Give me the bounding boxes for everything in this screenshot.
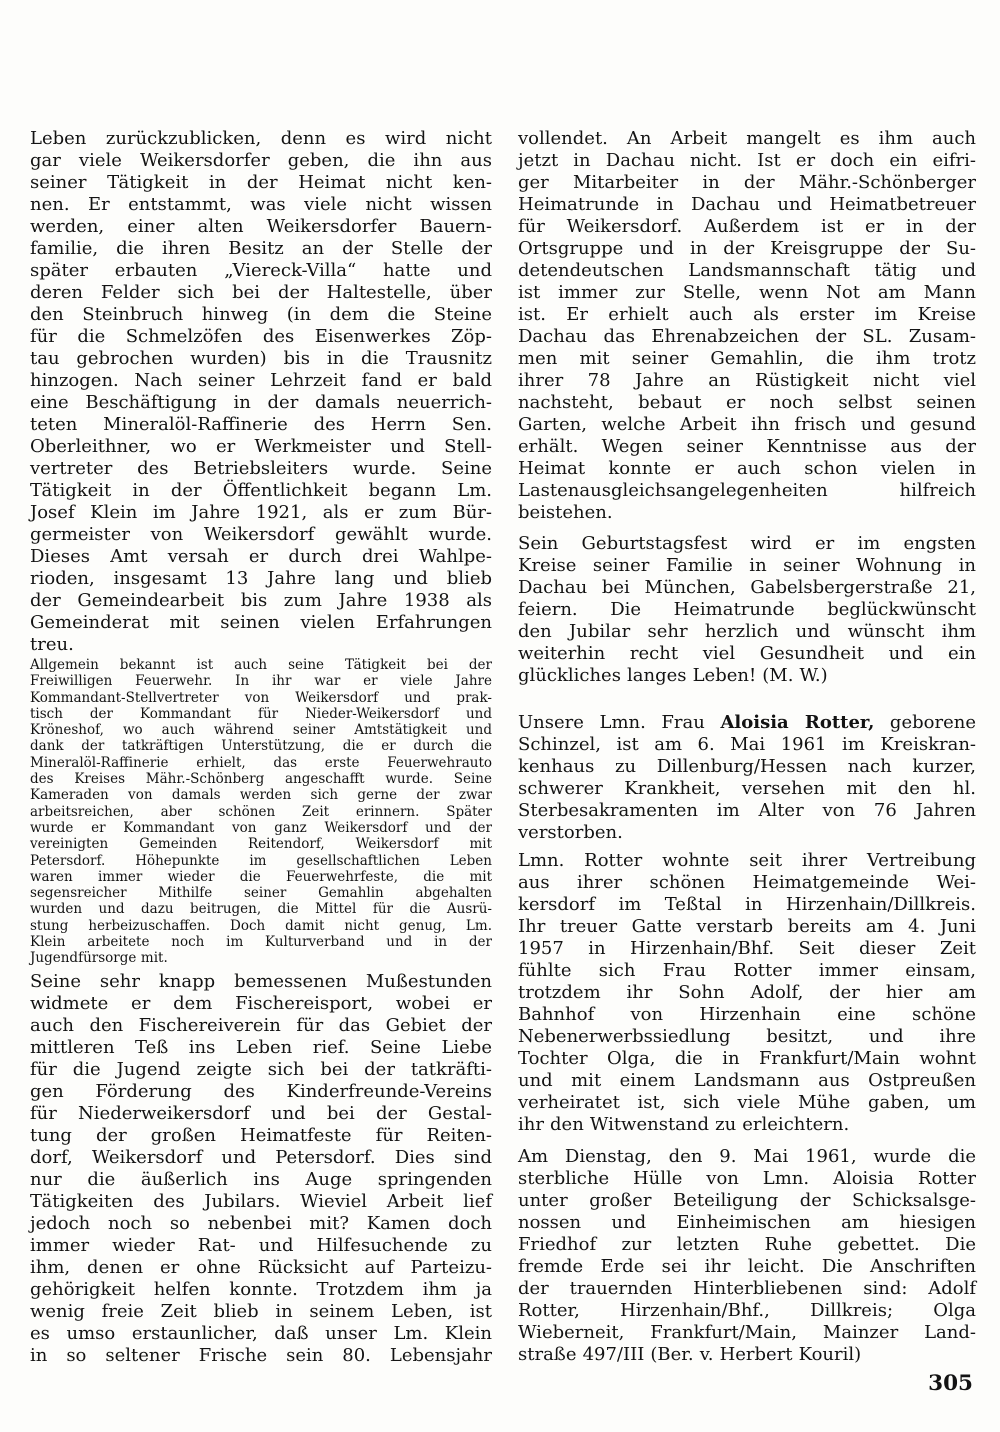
text-line: schwerer Krankheit, versehen mit den hl. [518, 778, 976, 799]
text-line: detendeutschen Landsmannschaft tätig und [518, 260, 976, 281]
text-line: Seine sehr knapp bemessenen Mußestunden [30, 970, 492, 992]
text-line: für Niederweikersdorf und bei der Gestal- [30, 1102, 492, 1124]
text-line: erhält. Wegen seiner Kenntnisse aus der [518, 436, 976, 457]
text-line: Kommandant-Stellvertreter von Weikersdorf und prak- [30, 689, 492, 706]
text-line: Sterbesakramenten im Alter von 76 Jahren [518, 800, 976, 821]
text-line: ist immer zur Stelle, wenn Not am Mann [518, 282, 976, 303]
text-line: für die Schmelzöfen des Eisenwerkes Zöp- [30, 326, 492, 347]
text-line: 1957 in Hirzenhain/Bhf. Seit dieser Zeit [518, 938, 976, 959]
text-line: unter großer Beteiligung der Schicksalsge- [518, 1190, 976, 1211]
text-line: für Weikersdorf. Außerdem ist er in der [518, 216, 976, 237]
text-line: ger Mitarbeiter in der Mähr.-Schönberger [518, 172, 976, 193]
paragraph [518, 850, 976, 1136]
text-line: Dachau das Ehrenabzeichen der SL. Zusam- [518, 326, 976, 347]
text-line: widmete er dem Fischereisport, wobei er [30, 992, 492, 1014]
text-line: segensreicher Mithilfe seiner Gemahlin abgehalten [30, 885, 492, 902]
text-line: trotzdem ihr Sohn Adolf, der hier am [518, 982, 976, 1003]
text-line: Oberleithner, wo er Werkmeister und Stell- [30, 436, 492, 457]
text-line: Freiwilligen Feuerwehr. In ihr war er viele Jahre [30, 673, 492, 690]
text-line: Dachau bei München, Gabelsbergerstraße 21, [518, 577, 976, 598]
text-line: Ihr treuer Gatte verstarb bereits am 4. Juni [518, 916, 976, 937]
text-line: des Kreises Mähr.-Schönberg angeschafft wurde. Seine [30, 771, 492, 788]
paragraph [30, 971, 492, 1367]
paragraph [518, 533, 976, 687]
text-line: Jugendfürsorge mit. [30, 950, 168, 967]
text-line: Unsere Lmn. Frau Aloisia Rotter, geborene [518, 712, 976, 733]
text-line: gehörigkeit helfen konnte. Trotzdem ihm ja [30, 1278, 492, 1300]
text-line: verheiratet ist, sich viele Mühe gaben, um [518, 1092, 976, 1113]
text-line: Petersdorf. Höhepunkte im gesellschaftlichen Leben [30, 852, 492, 869]
paragraph [518, 128, 976, 524]
text-line: vertreter des Betriebsleiters wurde. Seine [30, 458, 492, 479]
text-line: kenhaus zu Dillenburg/Hessen nach kurzer, [518, 756, 976, 777]
text-line: tung der großen Heimatfeste für Reiten- [30, 1124, 492, 1146]
paragraph [30, 128, 492, 656]
text-line: fühlte sich Frau Rotter immer einsam, [518, 960, 976, 981]
text-line: dorf, Weikersdorf und Petersdorf. Dies sind [30, 1146, 492, 1168]
text-line: nen. Er entstammt, was viele nicht wissen [30, 194, 492, 215]
text-line: deren Felder sich bei der Haltestelle, über [30, 282, 492, 303]
text-line: beistehen. [518, 502, 613, 523]
text-line: Tätigkeiten des Jubilars. Wieviel Arbeit lief [30, 1190, 492, 1212]
text-line: Lastenausgleichsangelegenheiten hilfreich [518, 480, 976, 501]
text-line: Josef Klein im Jahre 1921, als er zum Bür- [30, 502, 492, 523]
text-line: nachsteht, bebaut er noch selbst seinen [518, 392, 976, 413]
text-line: gar viele Weikersdorfer geben, die ihn aus [30, 150, 492, 171]
text-line: Bahnhof von Hirzenhain eine schöne [518, 1004, 976, 1025]
text-line: Mineralöl-Raffinerie erhielt, das erste Feuerwehrauto [30, 754, 492, 771]
text-line: nur die äußerlich ins Auge springenden [30, 1168, 492, 1190]
text-line: hinzogen. Nach seiner Lehrzeit fand er bald [30, 370, 492, 391]
text-line: stung herbeizuschaffen. Doch damit nicht genug, Lm. [30, 917, 492, 934]
text-line: später erbauten „Viereck-Villa“ hatte und [30, 260, 492, 281]
text-line: mittleren Teß ins Leben rief. Seine Liebe [30, 1036, 492, 1058]
text-column-right [518, 128, 976, 1366]
text-line: ihrer 78 Jahre an Rüstigkeit nicht viel [518, 370, 976, 391]
paragraph [518, 712, 976, 844]
text-line: Heimatrunde in Dachau und Heimatbetreuer [518, 194, 976, 215]
text-line: es umso erstaunlicher, daß unser Lm. Klein [30, 1322, 492, 1344]
text-line: Rotter, Hirzenhain/Bhf., Dillkreis; Olga [518, 1300, 976, 1321]
text-line: weiterhin recht viel Gesundheit und ein [518, 643, 976, 664]
text-line: familie, die ihren Besitz an der Stelle der [30, 238, 492, 259]
text-line: wenig freie Zeit blieb in seinem Leben, ist [30, 1300, 492, 1322]
text-line: rioden, insgesamt 13 Jahre lang und blieb [30, 568, 492, 589]
text-line: Lmn. Rotter wohnte seit ihrer Vertreibung [518, 850, 976, 871]
text-line: treu. [30, 634, 74, 655]
text-line: jetzt in Dachau nicht. Ist er doch ein eifri- [518, 150, 976, 171]
text-line: Gemeinderat mit seinen vielen Erfahrungen [30, 612, 492, 633]
text-line: fremde Erde sei ihr leicht. Die Anschriften [518, 1256, 976, 1277]
text-line: werden, einer alten Weikersdorfer Bauern- [30, 216, 492, 237]
text-line: Wieberneit, Frankfurt/Main, Mainzer Land- [518, 1322, 976, 1343]
text-line: Kröneshof, wo auch während seiner Amtstätigkeit und [30, 722, 492, 739]
text-line: immer wieder Rat- und Hilfesuchende zu [30, 1234, 492, 1256]
text-line: straße 497/III (Ber. v. Herbert Kouril) [518, 1344, 862, 1365]
text-line: tau gebrochen wurden) bis in die Trausnitz [30, 348, 492, 369]
text-line: Am Dienstag, den 9. Mai 1961, wurde die [518, 1146, 976, 1167]
text-line: aus ihrer schönen Heimatgemeinde Wei- [518, 872, 976, 893]
text-line: Ortsgruppe und in der Kreisgruppe der Su- [518, 238, 976, 259]
text-line: dank der tatkräftigen Unterstützung, die er durch die [30, 738, 492, 755]
text-line: ist. Er erhielt auch als erster im Kreise [518, 304, 976, 325]
text-line: waren immer wieder die Feuerwehrfeste, die mit [30, 868, 492, 885]
text-line: vereinigten Gemeinden Reitendorf, Weikersdorf mit [30, 836, 492, 853]
text-line: Tätigkeit in der Öffentlichkeit begann Lm. [30, 480, 492, 501]
text-column-left [30, 128, 492, 1367]
text-line: gen Förderung des Kinderfreunde-Vereins [30, 1080, 492, 1102]
text-line: eine Beschäftigung in der damals neuerrich- [30, 392, 492, 413]
text-line: feiern. Die Heimatrunde beglückwünscht [518, 599, 976, 620]
text-line: wurden und dazu beitrugen, die Mittel für die Ausrü- [30, 901, 492, 918]
page-number: 305 [928, 1371, 973, 1396]
text-line: vollendet. An Arbeit mangelt es ihm auch [518, 128, 976, 149]
text-line: Kameraden von damals werden sich gerne der zwar [30, 787, 492, 804]
text-line: Leben zurückzublicken, denn es wird nicht [30, 128, 492, 149]
text-line: Heimat konnte er auch schon vielen in [518, 458, 976, 479]
text-line: und mit einem Landsmann aus Ostpreußen [518, 1070, 976, 1091]
paragraph [30, 657, 492, 967]
text-line: germeister von Weikersdorf gewählt wurde. [30, 524, 492, 545]
text-line: Friedhof zur letzten Ruhe gebettet. Die [518, 1234, 976, 1255]
text-line: den Jubilar sehr herzlich und wünscht ihm [518, 621, 976, 642]
text-line: Klein arbeitete noch im Kulturverband und in der [30, 934, 492, 951]
text-line: teten Mineralöl-Raffinerie des Herrn Sen. [30, 414, 492, 435]
text-line: Kreise seiner Familie in seiner Wohnung in [518, 555, 976, 576]
text-line: ihm, denen er ohne Rücksicht auf Parteizu- [30, 1256, 492, 1278]
text-line: für die Jugend zeigte sich bei der tatkräfti- [30, 1058, 492, 1080]
text-line: der trauernden Hinterbliebenen sind: Adolf [518, 1278, 976, 1299]
text-line: jedoch noch so nebenbei mit? Kamen doch [30, 1212, 492, 1234]
text-line: arbeitsreichen, aber schönen Zeit erinnern. Später [30, 803, 492, 820]
text-line: Nebenerwerbssiedlung besitzt, und ihre [518, 1026, 976, 1047]
text-line: sterbliche Hülle von Lmn. Aloisia Rotter [518, 1168, 976, 1189]
text-line: der Gemeindearbeit bis zum Jahre 1938 als [30, 590, 492, 611]
text-line: verstorben. [518, 822, 623, 843]
text-line: Allgemein bekannt ist auch seine Tätigkeit bei der [30, 657, 492, 673]
text-line: ihr den Witwenstand zu erleichtern. [518, 1114, 850, 1135]
text-line: tisch der Kommandant für Nieder-Weikersdorf und [30, 705, 492, 722]
paragraph [518, 1146, 976, 1366]
text-line: auch den Fischereiverein für das Gebiet der [30, 1014, 492, 1036]
text-line: glückliches langes Leben! (M. W.) [518, 665, 828, 686]
text-line: den Steinbruch hinweg (in dem die Steine [30, 304, 492, 325]
text-line: Dieses Amt versah er durch drei Wahlpe- [30, 546, 492, 567]
text-line: nossen und Einheimischen am hiesigen [518, 1212, 976, 1233]
text-line: kersdorf im Teßtal in Hirzenhain/Dillkreis. [518, 894, 976, 915]
text-line: men mit seiner Gemahlin, die ihm trotz [518, 348, 976, 369]
text-line: wurde er Kommandant von ganz Weikersdorf und der [30, 819, 492, 836]
text-line: Schinzel, ist am 6. Mai 1961 im Kreiskran- [518, 734, 976, 755]
text-line: Tochter Olga, die in Frankfurt/Main wohnt [518, 1048, 976, 1069]
text-line: Garten, welche Arbeit ihn frisch und gesund [518, 414, 976, 435]
text-line: in so seltener Frische sein 80. Lebensjahr [30, 1344, 492, 1366]
text-line: seiner Tätigkeit in der Heimat nicht ken- [30, 172, 492, 193]
text-line: Sein Geburtstagsfest wird er im engsten [518, 533, 976, 554]
